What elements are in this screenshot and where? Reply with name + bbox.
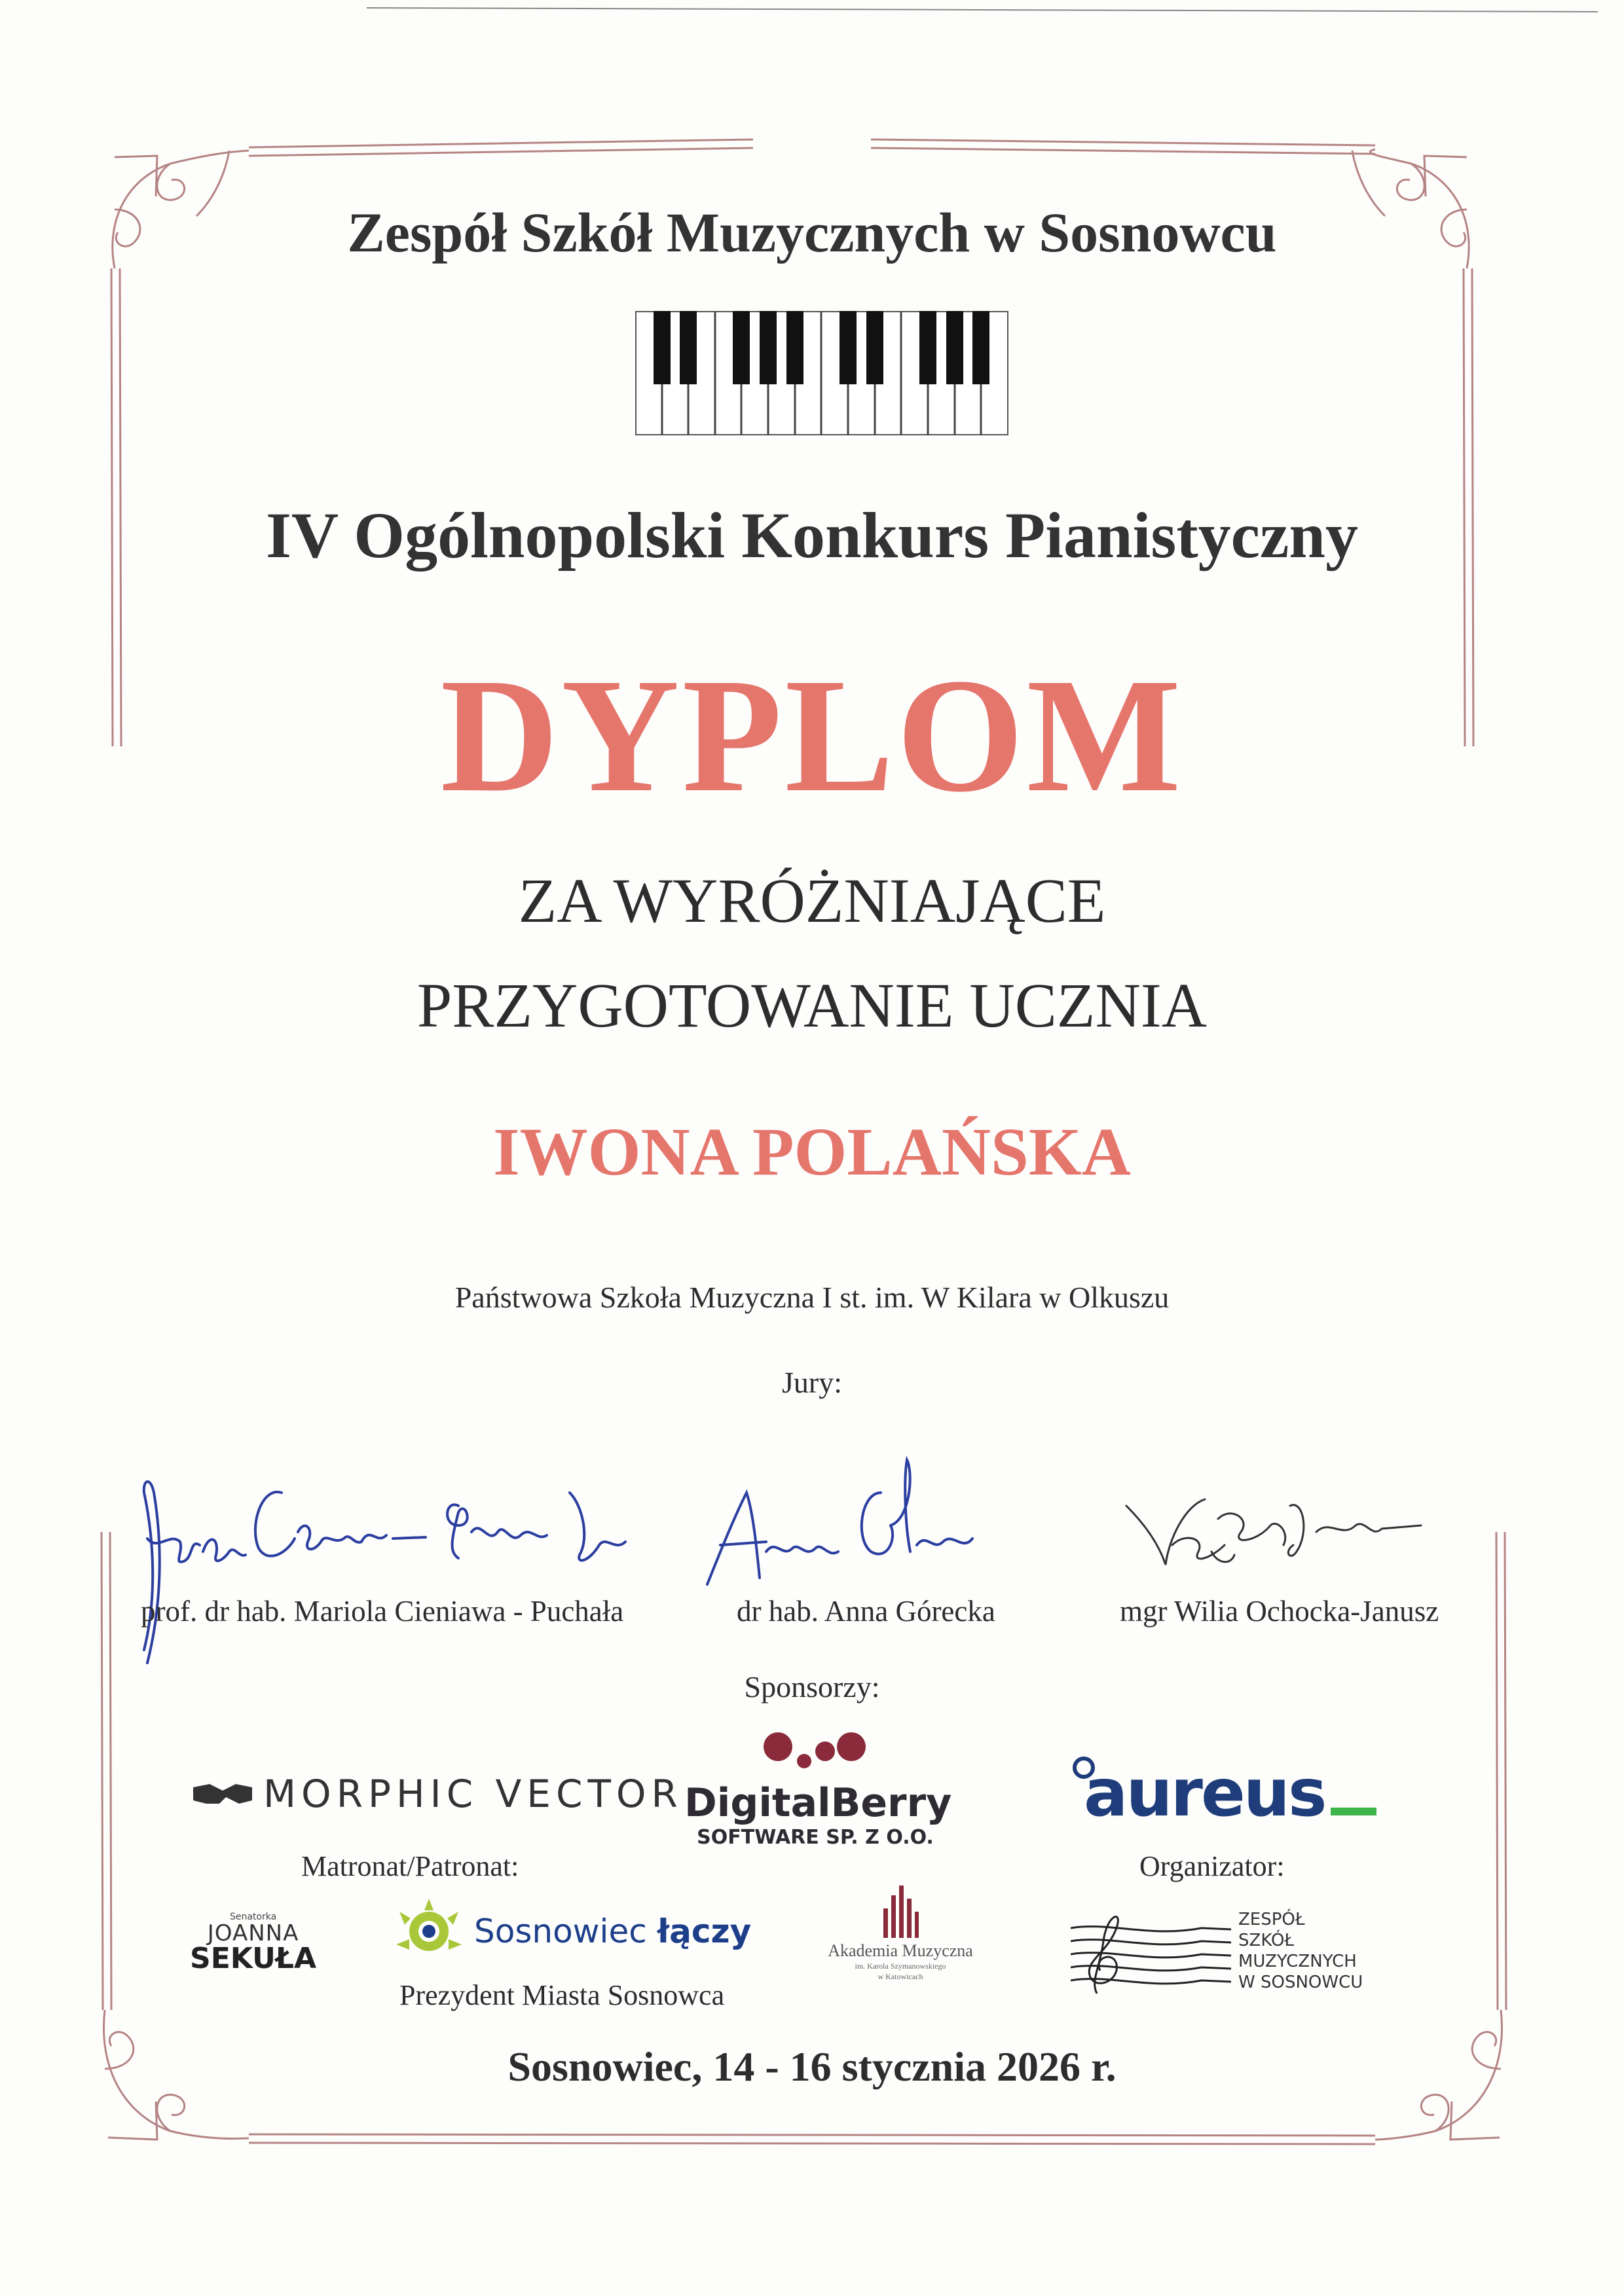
organizer-line3: MUZYCZNYCH (1238, 1952, 1357, 1971)
organizer-line4: W SOSNOWCU (1238, 1973, 1363, 1992)
jury-label: Jury: (782, 1366, 842, 1399)
school-name: Zespół Szkół Muzycznych w Sosnowcu (347, 201, 1277, 264)
digitalberry-sub: SOFTWARE SP. Z O.O. (697, 1826, 934, 1849)
president-label: Prezydent Miasta Sosnowca (399, 1979, 725, 2011)
senator-last: SEKUŁA (190, 1942, 317, 1975)
morphic-vector-logo (190, 1768, 683, 1820)
diploma-title: DYPLOM (440, 645, 1184, 826)
patronage-label: Matronat/Patronat: (301, 1850, 519, 1882)
sosnowiec-laczy-logo (393, 1899, 751, 1964)
laczy-text: łączy (657, 1912, 752, 1950)
sosnowiec-text: Sosnowiec (474, 1912, 647, 1950)
sponsors-label: Sponsorzy: (744, 1670, 880, 1704)
juror-3: mgr Wilia Ochocka-Janusz (1120, 1595, 1439, 1628)
senator-logo (190, 1912, 316, 1973)
recipient-institution: Państwowa Szkoła Muzyczna I st. im. W Kilara w Olkuszu (454, 1281, 1170, 1314)
organizer-line1: ZESPÓŁ (1238, 1910, 1305, 1929)
juror-2: dr hab. Anna Górecka (737, 1595, 995, 1628)
juror-1: prof. dr hab. Mariola Cieniawa - Puchała (141, 1595, 624, 1628)
berry-dots-icon (760, 1728, 871, 1774)
aureus-text: aureus (1084, 1755, 1325, 1831)
diploma-subtitle-line2: PRZYGOTOWANIE UCZNIA (416, 970, 1208, 1040)
aureus-logo (1064, 1755, 1376, 1831)
digitalberry-name: DigitalBerry (684, 1780, 952, 1826)
senator-small: Senatorka (229, 1912, 277, 1922)
senator-first: JOANNA (207, 1920, 299, 1946)
academy-name: Akademia Muzyczna (828, 1941, 973, 1960)
piano-keyboard-icon (635, 311, 1008, 435)
diploma-subtitle-line1: ZA WYRÓŻNIAJĄCE (518, 866, 1106, 936)
organizer-logo (1071, 1902, 1363, 2000)
morphic-vector-text: MORPHIC VECTOR (263, 1772, 683, 1816)
signature-2 (694, 1453, 1008, 1597)
academy-small-2: w Katowicach (877, 1972, 923, 1981)
music-academy-logo (822, 1886, 979, 1982)
handshake-icon (190, 1777, 255, 1810)
organizer-label: Organizator: (1139, 1850, 1285, 1882)
digitalberry-logo (684, 1728, 952, 1849)
organ-pipes-icon (881, 1886, 920, 1938)
sun-eye-icon (393, 1899, 465, 1964)
aureus-underscore (1331, 1808, 1376, 1815)
recipient-name: IWONA POLAŃSKA (493, 1114, 1131, 1190)
event-date: Sosnowiec, 14 - 16 stycznia 2026 r. (507, 2043, 1116, 2090)
contest-name: IV Ogólnopolski Konkurs Pianistyczny (265, 499, 1359, 572)
academy-small-1: im. Karola Szymanowskiego (855, 1961, 946, 1971)
aureus-ring-icon (1071, 1755, 1097, 1781)
signature-3 (1120, 1480, 1428, 1584)
treble-clef-staff-icon (1071, 1902, 1234, 2000)
signature-1 (118, 1453, 661, 1669)
organizer-line2: SZKÓŁ (1238, 1931, 1295, 1950)
